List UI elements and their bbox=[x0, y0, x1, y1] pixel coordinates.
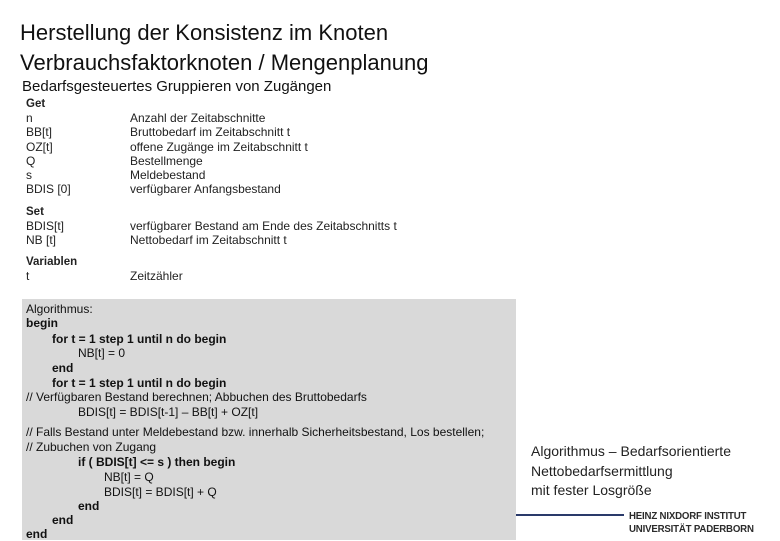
code-line: end bbox=[78, 499, 100, 513]
var-name: n bbox=[26, 111, 33, 125]
page-subtitle: Bedarfsgesteuertes Gruppieren von Zugängen bbox=[22, 78, 332, 95]
algorithm-label: Algorithmus: bbox=[26, 302, 93, 316]
logo-line: HEINZ NIXDORF INSTITUT bbox=[629, 510, 747, 522]
var-name: BDIS [0] bbox=[26, 182, 71, 197]
code-comment: // Zubuchen von Zugang bbox=[26, 440, 157, 454]
variablen-section bbox=[26, 256, 183, 283]
code-comment: // Verfügbaren Bestand berechnen; Abbuchen des Bruttobedarfs bbox=[26, 390, 367, 404]
code-line: BDIS[t] = BDIS[t] + Q bbox=[104, 485, 217, 499]
page-title-line-1: Herstellung der Konsistenz im Knoten bbox=[20, 20, 389, 45]
get-section bbox=[26, 98, 308, 197]
get-row bbox=[26, 111, 266, 125]
var-description: Bruttobedarf im Zeitabschnitt t bbox=[130, 125, 291, 140]
code-line: BDIS[t] = BDIS[t-1] – BB[t] + OZ[t] bbox=[78, 405, 259, 419]
page-title-line-2: Verbrauchsfaktorknoten / Mengenplanung bbox=[20, 50, 429, 75]
var-name: NB [t] bbox=[26, 233, 57, 248]
code-line: for t = 1 step 1 until n do begin bbox=[52, 376, 227, 390]
code-line: begin bbox=[26, 316, 58, 330]
var-description: Zeitzähler bbox=[130, 269, 183, 283]
code-line: NB[t] = 0 bbox=[78, 346, 126, 360]
logo-line: UNIVERSITÄT PADERBORN bbox=[629, 523, 754, 535]
var-name: s bbox=[26, 168, 32, 183]
get-row bbox=[26, 182, 281, 197]
caption-line: Nettobedarfsermittlung bbox=[531, 462, 673, 479]
var-description: Nettobedarf im Zeitabschnitt t bbox=[130, 233, 287, 248]
var-name: Q bbox=[26, 153, 36, 168]
code-line: for t = 1 step 1 until n do begin bbox=[52, 332, 227, 346]
set-heading: Set bbox=[26, 206, 44, 218]
get-row bbox=[26, 125, 291, 140]
var-description: offene Zugänge im Zeitabschnitt t bbox=[130, 139, 308, 154]
var-description: Anzahl der Zeitabschnitte bbox=[130, 111, 266, 125]
var-description: Bestellmenge bbox=[130, 153, 203, 168]
get-row bbox=[26, 168, 206, 183]
code-line: NB[t] = Q bbox=[104, 470, 154, 484]
var-description: verfügbarer Bestand am Ende des Zeitabschnitts t bbox=[130, 219, 397, 233]
caption-line: mit fester Losgröße bbox=[531, 482, 652, 498]
code-line: end bbox=[52, 361, 74, 375]
code-line: end bbox=[26, 527, 48, 541]
variablen-row bbox=[26, 269, 183, 283]
var-name: OZ[t] bbox=[26, 139, 53, 154]
algorithm-caption bbox=[531, 442, 731, 501]
code-line: if ( BDIS[t] <= s ) then begin bbox=[78, 455, 236, 469]
var-description: verfügbarer Anfangsbestand bbox=[130, 182, 281, 197]
algorithm-box bbox=[22, 299, 516, 540]
variablen-heading: Variablen bbox=[26, 256, 78, 268]
set-row bbox=[26, 219, 397, 233]
var-name: BDIS[t] bbox=[26, 219, 65, 233]
set-row bbox=[26, 233, 287, 248]
code-comment: // Falls Bestand unter Meldebestand bzw. innerhalb Sicherheitsbestand, Los bestellen; bbox=[26, 425, 485, 439]
var-description: Meldebestand bbox=[130, 168, 206, 183]
get-row bbox=[26, 139, 308, 154]
var-name: t bbox=[26, 269, 30, 283]
footer-divider bbox=[516, 514, 624, 516]
var-name: BB[t] bbox=[26, 125, 53, 140]
set-section bbox=[26, 206, 397, 248]
institute-logo bbox=[629, 510, 754, 536]
get-row bbox=[26, 153, 203, 168]
get-heading: Get bbox=[26, 98, 46, 110]
code-line: end bbox=[52, 513, 74, 527]
caption-line: Algorithmus – Bedarfsorientierte bbox=[531, 443, 731, 459]
